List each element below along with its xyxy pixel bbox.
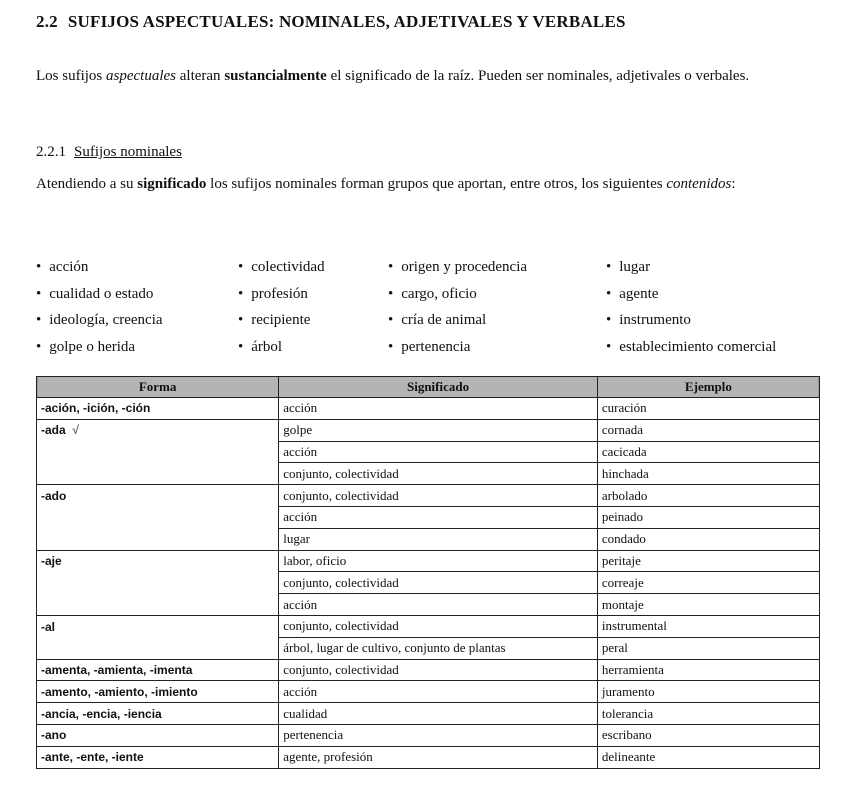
cell-ejemplo: arbolado (597, 485, 819, 507)
table-row (37, 659, 820, 681)
bullet-item: • instrumento (606, 307, 826, 334)
header-significado: Significado (279, 377, 598, 398)
bullet-column-3 (388, 254, 606, 360)
cell-ejemplo: cornada (597, 419, 819, 441)
cell-ejemplo: hinchada (597, 463, 819, 485)
bullet-item: • agente (606, 281, 826, 308)
bullet-item: • colectividad (238, 254, 388, 281)
para2-text-1: Atendiendo a su (36, 176, 138, 192)
para2-term-significado: significado (137, 176, 207, 192)
cell-significado: agente, profesión (279, 746, 598, 768)
cell-ejemplo: montaje (597, 594, 819, 616)
header-ejemplo: Ejemplo (597, 377, 819, 398)
para2-text-3: : (731, 176, 736, 192)
check-mark-icon: √ (71, 423, 79, 438)
cell-ejemplo: herramienta (597, 659, 819, 681)
cell-ejemplo: instrumental (597, 615, 819, 637)
cell-forma: -amento, -amiento, -imiento (37, 681, 279, 703)
bullet-column-4 (606, 254, 826, 360)
cell-significado: pertenencia (279, 724, 598, 746)
para2-term-contenidos: contenidos (666, 176, 732, 192)
bullet-item: • origen y procedencia (388, 254, 606, 281)
intro-term-aspectuales: aspectuales (106, 68, 176, 84)
cell-forma: -aje (37, 550, 279, 572)
bullet-item: • establecimiento comercial (606, 334, 826, 361)
table-row (37, 637, 820, 659)
bullet-item: • acción (36, 254, 238, 281)
section-title: SUFIJOS ASPECTUALES: NOMINALES, ADJETIVALES Y VERBALES (67, 12, 626, 31)
intro-term-sustancialmente: sustancialmente (224, 68, 327, 84)
cell-forma (37, 594, 279, 616)
table-header-row (37, 377, 820, 398)
cell-forma (37, 506, 279, 528)
subsection-number: 2.2.1 (36, 144, 66, 160)
cell-significado: golpe (279, 419, 598, 441)
cell-forma (37, 528, 279, 550)
bullet-item: • profesión (238, 281, 388, 308)
table-row (37, 398, 820, 420)
bullet-column-2 (238, 254, 388, 360)
table-row (37, 485, 820, 507)
contents-bullet-list (36, 254, 826, 360)
cell-ejemplo: peritaje (597, 550, 819, 572)
cell-forma: -ancia, -encia, -iencia (37, 703, 279, 725)
para2-text-2: los sufijos nominales forman grupos que aportan, entre otros, los siguientes (206, 176, 667, 192)
cell-significado: acción (279, 594, 598, 616)
table-row (37, 746, 820, 768)
table-row (37, 703, 820, 725)
cell-forma: -ación, -ición, -ción (37, 398, 279, 420)
subsection-heading (36, 144, 182, 161)
bullet-item: • cargo, oficio (388, 281, 606, 308)
cell-forma (37, 637, 279, 659)
bullet-column-1 (36, 254, 238, 360)
cell-ejemplo: peinado (597, 506, 819, 528)
table-row (37, 419, 820, 441)
cell-significado: acción (279, 506, 598, 528)
table-row (37, 615, 820, 637)
table-row (37, 681, 820, 703)
cell-ejemplo: cacicada (597, 441, 819, 463)
cell-significado: acción (279, 398, 598, 420)
table-row (37, 528, 820, 550)
cell-forma: -ano (37, 724, 279, 746)
cell-significado: lugar (279, 528, 598, 550)
table-row (37, 572, 820, 594)
cell-ejemplo: condado (597, 528, 819, 550)
intro-paragraph (36, 64, 814, 88)
subsection-title: Sufijos nominales (74, 144, 182, 160)
section-heading (36, 12, 626, 32)
cell-ejemplo: delineante (597, 746, 819, 768)
table-row (37, 441, 820, 463)
table-row (37, 506, 820, 528)
cell-significado: conjunto, colectividad (279, 572, 598, 594)
bullet-item: • cualidad o estado (36, 281, 238, 308)
cell-significado: conjunto, colectividad (279, 463, 598, 485)
table-row (37, 550, 820, 572)
cell-forma: -amenta, -amienta, -imenta (37, 659, 279, 681)
header-forma: Forma (37, 377, 279, 398)
cell-ejemplo: tolerancia (597, 703, 819, 725)
cell-ejemplo: correaje (597, 572, 819, 594)
table-row (37, 724, 820, 746)
intro-text-2: alteran (176, 68, 225, 84)
cell-significado: labor, oficio (279, 550, 598, 572)
suffix-table (36, 376, 820, 769)
section-number: 2.2 (36, 12, 58, 31)
cell-forma: -ado (37, 485, 279, 507)
cell-significado: cualidad (279, 703, 598, 725)
bullet-item: • recipiente (238, 307, 388, 334)
cell-forma (37, 572, 279, 594)
cell-significado: árbol, lugar de cultivo, conjunto de plantas (279, 637, 598, 659)
cell-significado: conjunto, colectividad (279, 485, 598, 507)
bullet-item: • golpe o herida (36, 334, 238, 361)
bullet-item: • ideología, creencia (36, 307, 238, 334)
cell-forma (37, 463, 279, 485)
intro-text-1: Los sufijos (36, 68, 107, 84)
table-row (37, 594, 820, 616)
table-row (37, 463, 820, 485)
cell-ejemplo: juramento (597, 681, 819, 703)
cell-ejemplo: peral (597, 637, 819, 659)
bullet-item: • pertenencia (388, 334, 606, 361)
cell-ejemplo: curación (597, 398, 819, 420)
cell-forma: -ante, -ente, -iente (37, 746, 279, 768)
cell-significado: conjunto, colectividad (279, 615, 598, 637)
cell-significado: acción (279, 441, 598, 463)
bullet-item: • cría de animal (388, 307, 606, 334)
cell-significado: acción (279, 681, 598, 703)
contents-paragraph (36, 172, 814, 196)
bullet-item: • lugar (606, 254, 826, 281)
cell-forma: -al (37, 615, 279, 637)
cell-forma (37, 419, 279, 441)
bullet-item: • árbol (238, 334, 388, 361)
cell-ejemplo: escribano (597, 724, 819, 746)
cell-significado: conjunto, colectividad (279, 659, 598, 681)
intro-text-3: el significado de la raíz. Pueden ser nominales, adjetivales o verbales. (326, 68, 750, 84)
forma-text: -ada (41, 423, 66, 438)
cell-forma (37, 441, 279, 463)
